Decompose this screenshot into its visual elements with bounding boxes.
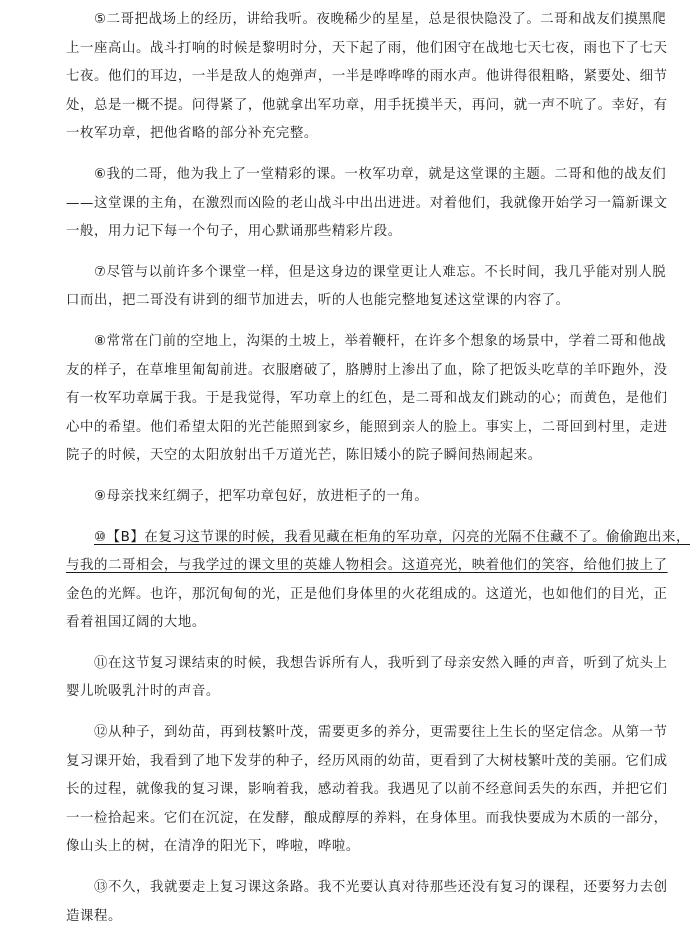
- text-line: 处，总是一概不提。问得紧了，他就拿出军功章，用手抚摸半天，再问，就一声不吭了。幸好，有: [66, 97, 668, 113]
- text-line: ——这堂课的主角，在激烈而凶险的老山战斗中出出进进。对着他们，我就像开始学习一篇新课文: [66, 195, 668, 211]
- text-line: 院子的时候，天空的太阳放射出千万道光芒，陈旧矮小的院子瞬间热闹起来。: [66, 448, 542, 464]
- paragraph-12: [66, 719, 668, 862]
- text-line: 像山头上的树，在清净的阳光下，哗啦，哗啦。: [66, 839, 360, 855]
- paragraph-10: [66, 524, 690, 638]
- text-line: 长的过程，就像我的复习课，影响着我，感动着我。我遇见了以前不经意间丢失的东西，并把它们: [66, 782, 668, 798]
- text-line: ⑬不久，我就要走上复习课这条路。我不光要认真对待那些还没有复习的课程，还要努力去创: [94, 880, 668, 896]
- paragraph-7: [66, 259, 667, 316]
- text-line: ⑥我的二哥，他为我上了一堂精彩的课。一枚军功章，就是这堂课的主题。二哥和他的战友们: [94, 166, 667, 182]
- text-line: 友的样子，在草堆里匍匐前进。衣服磨破了，胳膊肘上渗出了血，除了把饭头吃草的羊吓跑外，没: [66, 362, 668, 378]
- paragraph-8: [66, 328, 668, 471]
- text-line: 造课程。: [66, 908, 122, 924]
- text-line: ⑦尽管与以前许多个课堂一样，但是这身边的课堂更让人难忘。不长时间，我几乎能对别人脱: [94, 264, 667, 280]
- paragraph-6: [66, 161, 668, 247]
- text-line: 一一检拾起来。它们在沉淀，在发酵，酿成醇厚的养料，在身体里。而我快要成为木质的一部分，: [66, 810, 668, 826]
- text-line: 复习课开始，我看到了地下发芽的种子，经历风雨的幼苗，更看到了大树枝繁叶茂的美丽。它们成: [66, 753, 668, 769]
- text-line: 一般，用力记下每一个句子，用心默诵那些精彩片段。: [66, 224, 402, 240]
- underlined-text-line: ⑩【B】在复习这节课的时候，我看见藏在柜角的军功章，闪亮的光隔不住藏不了。偷偷跑出来，: [94, 529, 690, 545]
- text-line: 心中的希望。他们希望太阳的光芒能照到家乡，能照到亲人的脸上。事实上，二哥回到村里，走进: [66, 419, 668, 435]
- text-line: 有一枚军功章属于我。于是我觉得，军功章上的红色，是二哥和战友们跳动的心；而黄色，是他们: [66, 391, 668, 407]
- paragraph-11: [66, 650, 668, 707]
- text-line: 一枚军功章，把他省略的部分补充完整。: [66, 126, 318, 142]
- text-line: 婴儿吮吸乳汁时的声音。: [66, 684, 220, 700]
- text-line: ⑫从种子，到幼苗，再到枝繁叶茂，需要更多的养分，更需要往上生长的坚定信念。从第一节: [94, 725, 668, 741]
- text-line: 上一座高山。战斗打响的时候是黎明时分，天下起了雨，他们困守在战地七天七夜，雨也下了七天: [66, 40, 668, 56]
- paragraph-5: [66, 6, 668, 149]
- text-line: 金色的光辉。也许，那沉甸甸的光，正是他们身体里的火花组成的。这道光，也如他们的目光，正: [66, 586, 668, 602]
- paragraph-13: [66, 874, 668, 931]
- text-line: ⑨母亲找来红绸子，把军功章包好，放进柜子的一角。: [94, 488, 429, 504]
- text-line: 七夜。他们的耳边，一半是敌人的炮弹声，一半是哗哗哗的雨水声。他讲得很粗略，紧要处、细节: [66, 69, 668, 85]
- underlined-text-line: 与我的二哥相会，与我学过的课文里的英雄人物相会。这道亮光，映着他们的笑容，给他们披上了: [66, 558, 668, 574]
- text-line: ⑧常常在门前的空地上，沟渠的土坡上，举着鞭杆，在许多个想象的场景中，学着二哥和他战: [94, 333, 667, 349]
- text-line: 看着祖国辽阔的大地。: [66, 615, 206, 631]
- text-line: ⑪在这节复习课结束的时候，我想告诉所有人，我听到了母亲安然入睡的声音，听到了炕头上: [94, 655, 668, 671]
- paragraph-9: [66, 483, 604, 512]
- text-line: ⑤二哥把战场上的经历，讲给我听。夜晚稀少的星星，总是很快隐没了。二哥和战友们摸黑爬: [94, 12, 667, 27]
- text-line: 口而出，把二哥没有讲到的细节加进去，听的人也能完整地复述这堂课的内容了。: [66, 293, 570, 309]
